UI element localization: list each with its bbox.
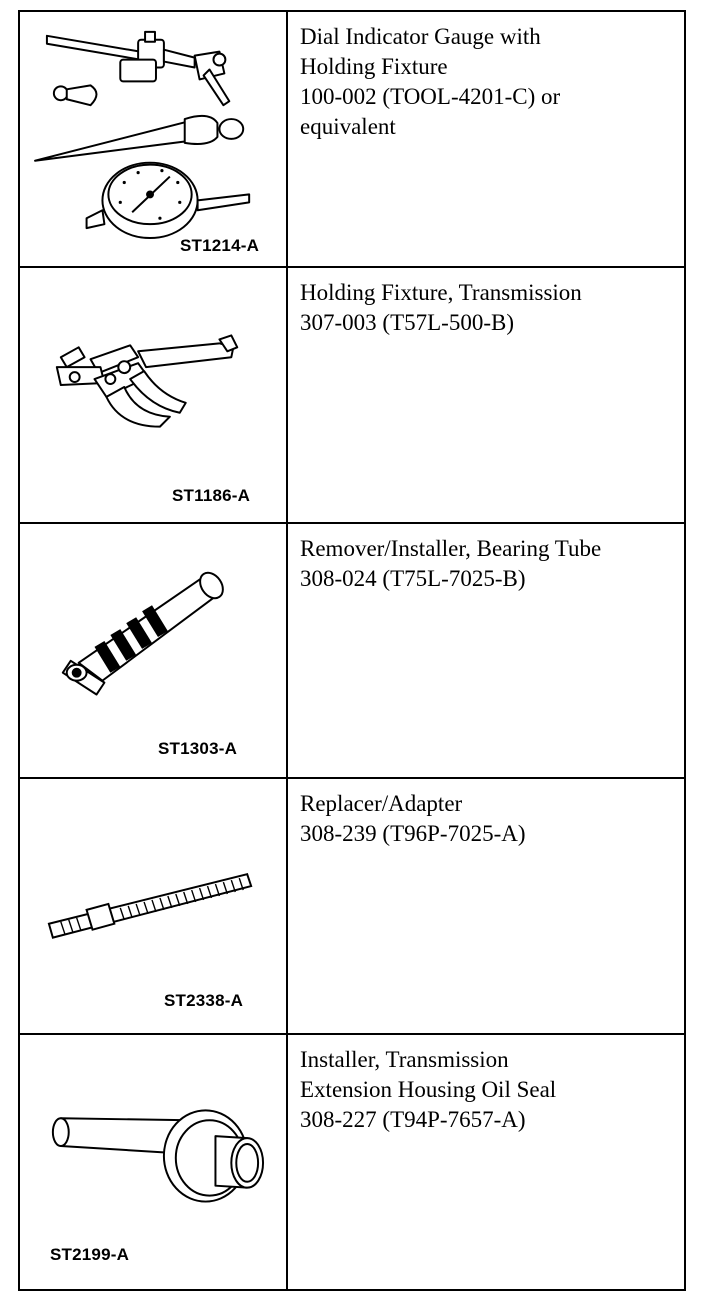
tool-row-bearing-tube	[20, 524, 684, 780]
tool-description	[288, 268, 684, 522]
holding-fixture-illustration	[20, 268, 286, 522]
tool-illustration-cell	[20, 12, 288, 266]
tool-name-line: Dial Indicator Gauge with	[300, 24, 541, 49]
tool-description	[288, 1035, 684, 1289]
tool-illustration-cell	[20, 268, 288, 522]
tool-name-line: Holding Fixture	[300, 54, 448, 79]
tool-number-line: 100-002 (TOOL-4201-C) or	[300, 84, 561, 109]
tool-name-line: Installer, Transmission	[300, 1047, 509, 1073]
tool-illustration-cell	[20, 524, 288, 778]
illustration-code: ST1303-A	[158, 739, 238, 759]
tool-row-replacer-adapter	[20, 779, 684, 1035]
tool-number-line: 308-227 (T94P-7657-A)	[300, 1107, 526, 1133]
tool-description	[288, 12, 684, 266]
illustration-code: ST1214-A	[180, 235, 260, 255]
threaded-rod-illustration	[20, 779, 286, 1033]
tool-row-dial-indicator	[20, 12, 684, 268]
tool-row-oil-seal-installer	[20, 1035, 684, 1289]
bearing-tube-tool-illustration	[20, 524, 286, 778]
tool-description	[288, 524, 684, 778]
tool-name-line: Holding Fixture, Transmission	[300, 279, 582, 305]
tool-number-line: 308-024 (T75L-7025-B)	[300, 565, 526, 591]
tool-illustration-cell	[20, 1035, 288, 1289]
tool-row-holding-fixture	[20, 268, 684, 524]
illustration-code: ST1186-A	[172, 485, 251, 505]
tool-illustration-cell	[20, 779, 288, 1033]
tool-description	[288, 779, 684, 1033]
illustration-code: ST2338-A	[164, 991, 244, 1011]
tool-name-line: Replacer/Adapter	[300, 791, 463, 817]
tool-number-line: 307-003 (T57L-500-B)	[300, 309, 514, 335]
tool-name-line: Extension Housing Oil Seal	[300, 1077, 557, 1103]
dial-indicator-illustration	[20, 12, 286, 266]
tool-name-line: Remover/Installer, Bearing Tube	[300, 535, 602, 561]
tool-number-line: 308-239 (T96P-7025-A)	[300, 821, 526, 847]
tool-note-line: equivalent	[300, 114, 396, 139]
illustration-code: ST2199-A	[50, 1244, 130, 1264]
special-tools-table	[18, 10, 686, 1291]
